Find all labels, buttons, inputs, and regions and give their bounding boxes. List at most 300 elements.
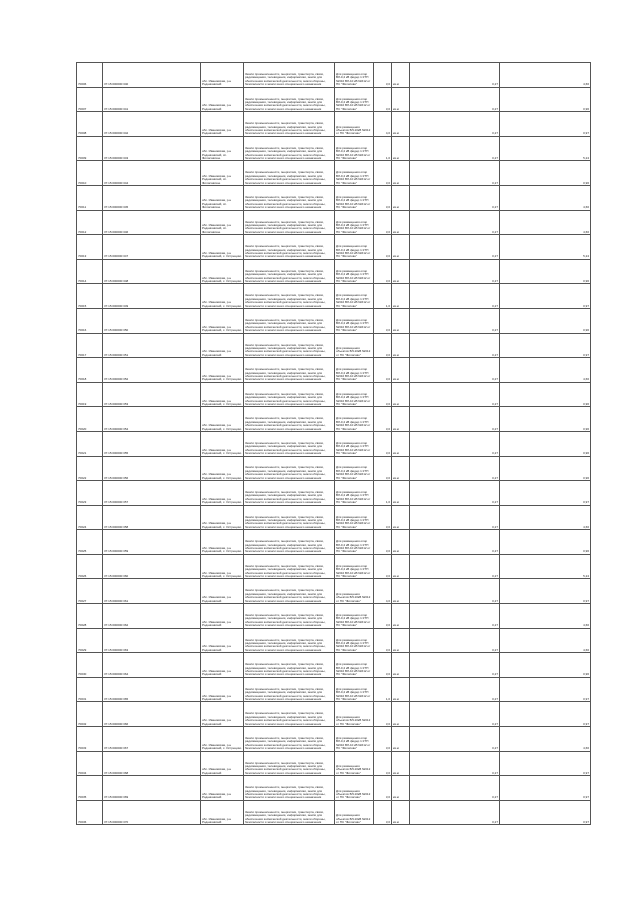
area-value: 3,0 <box>374 358 392 383</box>
table-row <box>77 284 591 309</box>
address: обл. Ивановская, р-н Родниковский, с. Острецово <box>201 358 244 383</box>
row-number: 70033 <box>77 727 103 752</box>
cost-value: 0,97 <box>500 284 591 309</box>
area-value: 3,0 <box>374 727 392 752</box>
area-value: 3,0 <box>374 235 392 260</box>
area-value: 3,0 <box>374 653 392 678</box>
land-category: Земли промышленности, энергетики, транспорта, связи, радиовещания, телевидения, информатики, земли для обеспечения космической деятельности, земли обороны, безопасности и земли иного специального назначения <box>244 505 335 530</box>
area-value: 3,0 <box>374 776 392 801</box>
cadastral-table <box>76 62 591 825</box>
cost-value: 4,66 <box>500 604 591 629</box>
cadastral-number: 37:15:000000:343 <box>103 136 201 161</box>
row-number: 70012 <box>77 210 103 235</box>
cadastral-number: 37:15:000000:360 <box>103 554 201 579</box>
address: обл. Ивановская, р-н Родниковский <box>201 579 244 604</box>
cost-value: 0,96 <box>500 87 591 112</box>
rate-value: 0,27 <box>410 505 500 530</box>
area-value: 3,0 <box>374 382 392 407</box>
row-number: 70024 <box>77 505 103 530</box>
usage-note: Для размещения опор ВЛ-0,4 кВ фидер 1 КТП №610 ВЛ-10 кВ №612 от ПС "Филисово" <box>335 431 374 456</box>
land-category: Земли промышленности, энергетики, транспорта, связи, радиовещания, телевидения, информатики, земли для обеспечения космической деятельности, земли обороны, безопасности и земли иного специального назначения <box>244 333 335 358</box>
rate-value: 0,27 <box>410 259 500 284</box>
cost-value: 0,96 <box>500 456 591 481</box>
table-row <box>77 407 591 432</box>
cost-value: 4,66 <box>500 505 591 530</box>
area-unit: кв.м <box>392 333 410 358</box>
row-number: 70016 <box>77 308 103 333</box>
table-row <box>77 382 591 407</box>
address: обл. Ивановская, р-н Родниковский, с. Острецово <box>201 382 244 407</box>
row-number: 70035 <box>77 776 103 801</box>
row-number: 70013 <box>77 235 103 260</box>
rate-value: 0,27 <box>410 333 500 358</box>
area-value: 1,0 <box>374 284 392 309</box>
rate-value: 0,27 <box>410 136 500 161</box>
table-row <box>77 136 591 161</box>
area-unit: кв.м <box>392 702 410 727</box>
cadastral-number: 37:15:000000:369 <box>103 776 201 801</box>
rate-value: 0,27 <box>410 554 500 579</box>
area-unit: кв.м <box>392 727 410 752</box>
land-category: Земли промышленности, энергетики, транспорта, связи, радиовещания, телевидения, информатики, земли для обеспечения космической деятельности, земли обороны, безопасности и земли иного специального назначения <box>244 259 335 284</box>
cost-value: 4,66 <box>500 210 591 235</box>
land-category: Земли промышленности, энергетики, транспорта, связи, радиовещания, телевидения, информатики, земли для обеспечения космической деятельности, земли обороны, безопасности и земли иного специального назначения <box>244 702 335 727</box>
cost-value: 4,66 <box>500 727 591 752</box>
cost-value: 0,97 <box>500 702 591 727</box>
area-value: 3,0 <box>374 456 392 481</box>
row-number: 70006 <box>77 63 103 88</box>
cost-value: 0,97 <box>500 333 591 358</box>
land-category: Земли промышленности, энергетики, транспорта, связи, радиовещания, телевидения, информатики, земли для обеспечения космической деятельности, земли обороны, безопасности и земли иного специального назначения <box>244 776 335 801</box>
land-category: Земли промышленности, энергетики, транспорта, связи, радиовещания, телевидения, информатики, земли для обеспечения космической деятельности, земли обороны, безопасности и земли иного специального назначения <box>244 136 335 161</box>
row-number: 70007 <box>77 87 103 112</box>
cadastral-number: 37:15:000000:352 <box>103 358 201 383</box>
table-row <box>77 185 591 210</box>
row-number: 70017 <box>77 333 103 358</box>
table-row <box>77 677 591 702</box>
area-value: 3,0 <box>374 800 392 825</box>
address: обл. Ивановская, р-н Родниковский <box>201 653 244 678</box>
land-category: Земли промышленности, энергетики, транспорта, связи, радиовещания, телевидения, информатики, земли для обеспечения космической деятельности, земли обороны, безопасности и земли иного специального назначения <box>244 235 335 260</box>
land-category: Земли промышленности, энергетики, транспорта, связи, радиовещания, телевидения, информатики, земли для обеспечения космической деятельности, земли обороны, безопасности и земли иного специального назначения <box>244 407 335 432</box>
area-value: 3,0 <box>374 308 392 333</box>
address: обл. Ивановская, р-н Родниковский, с. Острецово <box>201 727 244 752</box>
rate-value: 0,27 <box>410 653 500 678</box>
cadastral-number: 37:15:000000:350 <box>103 308 201 333</box>
cadastral-table-body <box>77 63 591 825</box>
table-row <box>77 653 591 678</box>
area-unit: кв.м <box>392 456 410 481</box>
table-row <box>77 530 591 555</box>
table-row <box>77 702 591 727</box>
area-unit: кв.м <box>392 751 410 776</box>
land-category: Земли промышленности, энергетики, транспорта, связи, радиовещания, телевидения, информатики, земли для обеспечения космической деятельности, земли обороны, безопасности и земли иного специального назначения <box>244 554 335 579</box>
area-value: 3,0 <box>374 628 392 653</box>
cost-value: 0,97 <box>500 579 591 604</box>
cost-value: 0,97 <box>500 112 591 137</box>
address: обл. Ивановская, р-н Родниковский <box>201 751 244 776</box>
area-unit: кв.м <box>392 235 410 260</box>
cost-value: 0,96 <box>500 382 591 407</box>
land-category: Земли промышленности, энергетики, транспорта, связи, радиовещания, телевидения, информатики, земли для обеспечения космической деятельности, земли обороны, безопасности и земли иного специального назначения <box>244 284 335 309</box>
cadastral-number: 37:15:000000:351 <box>103 333 201 358</box>
usage-note: Для размещения опор ВЛ-0,4 кВ фидер 1 КТП №610 ВЛ-10 кВ №612 от ПС "Филисово" <box>335 259 374 284</box>
area-value: 1,0 <box>374 136 392 161</box>
land-category: Земли промышленности, энергетики, транспорта, связи, радиовещания, телевидения, информатики, земли для обеспечения космической деятельности, земли обороны, безопасности и земли иного специального назначения <box>244 63 335 88</box>
address: обл. Ивановская, р-н Родниковский, сп. Филисовское <box>201 161 244 186</box>
cadastral-number: 37:15:000000:365 <box>103 677 201 702</box>
address: обл. Ивановская, р-н Родниковский, с. Острецово <box>201 456 244 481</box>
area-unit: кв.м <box>392 653 410 678</box>
cost-value: 4,66 <box>500 628 591 653</box>
land-category: Земли промышленности, энергетики, транспорта, связи, радиовещания, телевидения, информатики, земли для обеспечения космической деятельности, земли обороны, безопасности и земли иного специального назначения <box>244 800 335 825</box>
usage-note: Для размещения опор ВЛ-0,4 кВ фидер 1 КТП №610 ВЛ-10 кВ №612 от ПС "Филисово" <box>335 136 374 161</box>
row-number: 70027 <box>77 579 103 604</box>
usage-note: Для размещения опор ВЛ-0,4 кВ фидер 1 КТП №610 ВЛ-10 кВ №612 от ПС "Филисово" <box>335 358 374 383</box>
table-row <box>77 505 591 530</box>
rate-value: 0,27 <box>410 751 500 776</box>
table-row <box>77 235 591 260</box>
address: обл. Ивановская, р-н Родниковский <box>201 628 244 653</box>
cadastral-number: 37:15:000000:349 <box>103 284 201 309</box>
cadastral-number: 37:15:000000:341 <box>103 87 201 112</box>
rate-value: 0,27 <box>410 210 500 235</box>
address: обл. Ивановская, р-н Родниковский, с. Острецово <box>201 554 244 579</box>
address: обл. Ивановская, р-н Родниковский <box>201 63 244 88</box>
usage-note: Для размещения опор ВЛ-0,4 кВ фидер 1 КТП №610 ВЛ-10 кВ №612 от ПС "Филисово" <box>335 727 374 752</box>
row-number: 70028 <box>77 604 103 629</box>
rate-value: 0,27 <box>410 63 500 88</box>
rate-value: 0,27 <box>410 407 500 432</box>
row-number: 70023 <box>77 481 103 506</box>
area-value: 3,0 <box>374 554 392 579</box>
rate-value: 0,27 <box>410 308 500 333</box>
address: обл. Ивановская, р-н Родниковский <box>201 333 244 358</box>
address: обл. Ивановская, р-н Родниковский, с. Острецово <box>201 284 244 309</box>
usage-note: Для размещения опор ВЛ-0,4 кВ фидер 1 КТП №610 ВЛ-10 кВ №612 от ПС "Филисово" <box>335 481 374 506</box>
cost-value: 0,96 <box>500 653 591 678</box>
land-category: Земли промышленности, энергетики, транспорта, связи, радиовещания, телевидения, информатики, земли для обеспечения космической деятельности, земли обороны, безопасности и земли иного специального назначения <box>244 112 335 137</box>
area-value: 3,0 <box>374 751 392 776</box>
area-value: 1,0 <box>374 481 392 506</box>
rate-value: 0,27 <box>410 185 500 210</box>
usage-note: Для размещения опор ВЛ-0,4 кВ фидер 1 КТП №610 ВЛ-10 кВ №612 от ПС "Филисово" <box>335 505 374 530</box>
address: обл. Ивановская, р-н Родниковский, с. Острецово <box>201 407 244 432</box>
cost-value: 0,96 <box>500 431 591 456</box>
area-value: 3,0 <box>374 530 392 555</box>
usage-note: Для размещения объектов ВЛ-10кВ №612 от ПС "Филисово" <box>335 702 374 727</box>
table-row <box>77 161 591 186</box>
area-unit: кв.м <box>392 87 410 112</box>
land-category: Земли промышленности, энергетики, транспорта, связи, радиовещания, телевидения, информатики, земли для обеспечения космической деятельности, земли обороны, безопасности и земли иного специального назначения <box>244 579 335 604</box>
land-category: Земли промышленности, энергетики, транспорта, связи, радиовещания, телевидения, информатики, земли для обеспечения космической деятельности, земли обороны, безопасности и земли иного специального назначения <box>244 677 335 702</box>
cost-value: 0,97 <box>500 800 591 825</box>
area-unit: кв.м <box>392 800 410 825</box>
row-number: 70008 <box>77 112 103 137</box>
area-unit: кв.м <box>392 677 410 702</box>
cost-value: 0,97 <box>500 751 591 776</box>
land-category: Земли промышленности, энергетики, транспорта, связи, радиовещания, телевидения, информатики, земли для обеспечения космической деятельности, земли обороны, безопасности и земли иного специального назначения <box>244 431 335 456</box>
rate-value: 0,27 <box>410 456 500 481</box>
usage-note: Для размещения опор ВЛ-0,4 кВ фидер 1 КТП №610 ВЛ-10 кВ №612 от ПС "Филисово" <box>335 628 374 653</box>
cadastral-number: 37:15:000000:362 <box>103 604 201 629</box>
land-category: Земли промышленности, энергетики, транспорта, связи, радиовещания, телевидения, информатики, земли для обеспечения космической деятельности, земли обороны, безопасности и земли иного специального назначения <box>244 210 335 235</box>
cadastral-number: 37:15:000000:361 <box>103 579 201 604</box>
area-unit: кв.м <box>392 431 410 456</box>
table-row <box>77 579 591 604</box>
usage-note: Для размещения опор ВЛ-0,4 кВ фидер 1 КТП №610 ВЛ-10 кВ №612 от ПС "Филисово" <box>335 407 374 432</box>
cadastral-number: 37:15:000000:353 <box>103 382 201 407</box>
area-unit: кв.м <box>392 63 410 88</box>
row-number: 70030 <box>77 653 103 678</box>
cadastral-number: 37:15:000000:342 <box>103 112 201 137</box>
cadastral-number: 37:15:000000:345 <box>103 185 201 210</box>
area-unit: кв.м <box>392 776 410 801</box>
land-category: Земли промышленности, энергетики, транспорта, связи, радиовещания, телевидения, информатики, земли для обеспечения космической деятельности, земли обороны, безопасности и земли иного специального назначения <box>244 628 335 653</box>
usage-note: Для размещения опор ВЛ-0,4 кВ фидер 1 КТП №610 ВЛ-10 кВ №612 от ПС "Филисово" <box>335 456 374 481</box>
land-category: Земли промышленности, энергетики, транспорта, связи, радиовещания, телевидения, информатики, земли для обеспечения космической деятельности, земли обороны, безопасности и земли иного специального назначения <box>244 308 335 333</box>
table-row <box>77 604 591 629</box>
usage-note: Для размещения опор ВЛ-0,4 кВ фидер 1 КТП №610 ВЛ-10 кВ №612 от ПС "Филисово" <box>335 284 374 309</box>
usage-note: Для размещения опор ВЛ-0,4 кВ фидер 1 КТП №610 ВЛ-10 кВ №612 от ПС "Филисово" <box>335 677 374 702</box>
land-category: Земли промышленности, энергетики, транспорта, связи, радиовещания, телевидения, информатики, земли для обеспечения космической деятельности, земли обороны, безопасности и земли иного специального назначения <box>244 481 335 506</box>
address: обл. Ивановская, р-н Родниковский, сп. Филисовское <box>201 185 244 210</box>
area-unit: кв.м <box>392 407 410 432</box>
land-category: Земли промышленности, энергетики, транспорта, связи, радиовещания, телевидения, информатики, земли для обеспечения космической деятельности, земли обороны, безопасности и земли иного специального назначения <box>244 358 335 383</box>
table-row <box>77 554 591 579</box>
area-value: 3,0 <box>374 702 392 727</box>
row-number: 70032 <box>77 702 103 727</box>
usage-note: Для размещения опор ВЛ-0,4 кВ фидер 1 КТП №610 ВЛ-10 кВ №612 от ПС "Филисово" <box>335 653 374 678</box>
usage-note: Для размещения опор ВЛ-0,4 кВ фидер 1 КТП №610 ВЛ-10 кВ №612 от ПС "Филисово" <box>335 604 374 629</box>
cadastral-number: 37:15:000000:366 <box>103 702 201 727</box>
area-value: 1,0 <box>374 677 392 702</box>
table-row <box>77 333 591 358</box>
address: обл. Ивановская, р-н Родниковский, с. Острецово <box>201 259 244 284</box>
row-number: 70036 <box>77 800 103 825</box>
rate-value: 0,27 <box>410 161 500 186</box>
rate-value: 0,27 <box>410 358 500 383</box>
usage-note: Для размещения опор ВЛ-0,4 кВ фидер 1 КТП №610 ВЛ-10 кВ №612 от ПС "Филисово" <box>335 554 374 579</box>
usage-note: Для размещения объектов ВЛ-10кВ №612 от ПС "Филисово" <box>335 112 374 137</box>
land-category: Земли промышленности, энергетики, транспорта, связи, радиовещания, телевидения, информатики, земли для обеспечения космической деятельности, земли обороны, безопасности и земли иного специального назначения <box>244 382 335 407</box>
area-value: 3,0 <box>374 259 392 284</box>
rate-value: 0,27 <box>410 579 500 604</box>
usage-note: Для размещения опор ВЛ-0,4 кВ фидер 1 КТП №610 ВЛ-10 кВ №612 от ПС "Филисово" <box>335 235 374 260</box>
area-value: 3,0 <box>374 63 392 88</box>
row-number: 70022 <box>77 456 103 481</box>
row-number: 70029 <box>77 628 103 653</box>
area-unit: кв.м <box>392 505 410 530</box>
row-number: 70031 <box>77 677 103 702</box>
cost-value: 0,96 <box>500 407 591 432</box>
address: обл. Ивановская, р-н Родниковский, сп. Филисовское <box>201 210 244 235</box>
usage-note: Для размещения опор ВЛ-0,4 кВ фидер 1 КТП №610 ВЛ-10 кВ №612 от ПС "Филисово" <box>335 308 374 333</box>
area-value: 3,0 <box>374 333 392 358</box>
area-value: 3,0 <box>374 505 392 530</box>
land-category: Земли промышленности, энергетики, транспорта, связи, радиовещания, телевидения, информатики, земли для обеспечения космической деятельности, земли обороны, безопасности и земли иного специального назначения <box>244 751 335 776</box>
rate-value: 0,27 <box>410 530 500 555</box>
area-value: 3,0 <box>374 185 392 210</box>
area-unit: кв.м <box>392 161 410 186</box>
cost-value: 0,97 <box>500 481 591 506</box>
area-unit: кв.м <box>392 628 410 653</box>
area-value: 3,0 <box>374 161 392 186</box>
row-number: 70019 <box>77 382 103 407</box>
usage-note: Для размещения опор ВЛ-0,4 кВ фидер 1 КТП №610 ВЛ-10 кВ №612 от ПС "Филисово" <box>335 63 374 88</box>
area-unit: кв.м <box>392 136 410 161</box>
cost-value: 0,96 <box>500 308 591 333</box>
area-value: 3,0 <box>374 87 392 112</box>
row-number: 70015 <box>77 284 103 309</box>
usage-note: Для размещения объектов ВЛ-10кВ №612 от ПС "Филисово" <box>335 333 374 358</box>
table-row <box>77 456 591 481</box>
row-number: 70021 <box>77 431 103 456</box>
area-unit: кв.м <box>392 185 410 210</box>
cost-value: 0,96 <box>500 161 591 186</box>
rate-value: 0,27 <box>410 284 500 309</box>
cadastral-number: 37:15:000000:367 <box>103 727 201 752</box>
cost-value: 0,97 <box>500 677 591 702</box>
table-row <box>77 63 591 88</box>
rate-value: 0,27 <box>410 628 500 653</box>
cost-value: 4,66 <box>500 185 591 210</box>
land-category: Земли промышленности, энергетики, транспорта, связи, радиовещания, телевидения, информатики, земли для обеспечения космической деятельности, земли обороны, безопасности и земли иного специального назначения <box>244 727 335 752</box>
address: обл. Ивановская, р-н Родниковский, с. Острецово <box>201 431 244 456</box>
area-unit: кв.м <box>392 579 410 604</box>
area-unit: кв.м <box>392 481 410 506</box>
cost-value: 0,97 <box>500 776 591 801</box>
area-value: 3,0 <box>374 431 392 456</box>
cost-value: 5,24 <box>500 136 591 161</box>
address: обл. Ивановская, р-н Родниковский, сп. Филисовское <box>201 136 244 161</box>
cadastral-number: 37:15:000000:347 <box>103 235 201 260</box>
cost-value: 0,96 <box>500 259 591 284</box>
area-unit: кв.м <box>392 382 410 407</box>
rate-value: 0,27 <box>410 481 500 506</box>
usage-note: Для размещения объектов ВЛ-10кВ №612 от ПС "Филисово" <box>335 579 374 604</box>
area-unit: кв.м <box>392 112 410 137</box>
rate-value: 0,27 <box>410 727 500 752</box>
cadastral-number: 37:15:000000:363 <box>103 628 201 653</box>
cost-value: 0,96 <box>500 530 591 555</box>
land-category: Земли промышленности, энергетики, транспорта, связи, радиовещания, телевидения, информатики, земли для обеспечения космической деятельности, земли обороны, безопасности и земли иного специального назначения <box>244 161 335 186</box>
table-row <box>77 481 591 506</box>
table-row <box>77 308 591 333</box>
cadastral-number: 37:15:000000:346 <box>103 210 201 235</box>
row-number: 70010 <box>77 161 103 186</box>
area-value: 4,0 <box>374 579 392 604</box>
land-category: Земли промышленности, энергетики, транспорта, связи, радиовещания, телевидения, информатики, земли для обеспечения космической деятельности, земли обороны, безопасности и земли иного специального назначения <box>244 653 335 678</box>
address: обл. Ивановская, р-н Родниковский <box>201 87 244 112</box>
usage-note: Для размещения опор ВЛ-0,4 кВ фидер 1 КТП №610 ВЛ-10 кВ №612 от ПС "Филисово" <box>335 185 374 210</box>
table-row <box>77 751 591 776</box>
address: обл. Ивановская, р-н Родниковский, с. Острецово <box>201 530 244 555</box>
table-row <box>77 628 591 653</box>
row-number: 70009 <box>77 136 103 161</box>
rate-value: 0,27 <box>410 604 500 629</box>
table-row <box>77 431 591 456</box>
land-category: Земли промышленности, энергетики, транспорта, связи, радиовещания, телевидения, информатики, земли для обеспечения космической деятельности, земли обороны, безопасности и земли иного специального назначения <box>244 87 335 112</box>
area-unit: кв.м <box>392 259 410 284</box>
table-row <box>77 210 591 235</box>
cadastral-number: 37:15:000000:359 <box>103 530 201 555</box>
address: обл. Ивановская, р-н Родниковский, с. Острецово <box>201 308 244 333</box>
row-number: 70014 <box>77 259 103 284</box>
area-unit: кв.м <box>392 308 410 333</box>
address: обл. Ивановская, р-н Родниковский <box>201 677 244 702</box>
rate-value: 0,27 <box>410 702 500 727</box>
cadastral-number: 37:15:000000:355 <box>103 431 201 456</box>
area-value: 4,0 <box>374 112 392 137</box>
rate-value: 0,27 <box>410 235 500 260</box>
area-unit: кв.м <box>392 554 410 579</box>
usage-note: Для размещения объектов ВЛ-10кВ №612 от ПС "Филисово" <box>335 776 374 801</box>
usage-note: Для размещения опор ВЛ-0,4 кВ фидер 1 КТП №610 ВЛ-10 кВ №612 от ПС "Филисово" <box>335 382 374 407</box>
address: обл. Ивановская, р-н Родниковский <box>201 702 244 727</box>
area-unit: кв.м <box>392 210 410 235</box>
usage-note: Для размещения опор ВЛ-0,4 кВ фидер 1 КТП №610 ВЛ-10 кВ №612 от ПС "Филисово" <box>335 530 374 555</box>
land-category: Земли промышленности, энергетики, транспорта, связи, радиовещания, телевидения, информатики, земли для обеспечения космической деятельности, земли обороны, безопасности и земли иного специального назначения <box>244 604 335 629</box>
rate-value: 0,27 <box>410 382 500 407</box>
table-row <box>77 259 591 284</box>
address: обл. Ивановская, р-н Родниковский <box>201 604 244 629</box>
cadastral-number: 37:15:000000:344 <box>103 161 201 186</box>
table-row <box>77 358 591 383</box>
row-number: 70018 <box>77 358 103 383</box>
table-row <box>77 112 591 137</box>
area-unit: кв.м <box>392 358 410 383</box>
land-category: Земли промышленности, энергетики, транспорта, связи, радиовещания, телевидения, информатики, земли для обеспечения космической деятельности, земли обороны, безопасности и земли иного специального назначения <box>244 530 335 555</box>
rate-value: 0,27 <box>410 800 500 825</box>
row-number: 70020 <box>77 407 103 432</box>
area-unit: кв.м <box>392 604 410 629</box>
area-value: 3,0 <box>374 407 392 432</box>
table-row <box>77 87 591 112</box>
row-number: 70025 <box>77 530 103 555</box>
cadastral-number: 37:15:000000:368 <box>103 751 201 776</box>
usage-note: Для размещения объектов ВЛ-10кВ №612 от ПС "Филисово" <box>335 751 374 776</box>
rate-value: 0,27 <box>410 431 500 456</box>
usage-note: Для размещения опор ВЛ-0,4 кВ фидер 1 КТП №610 ВЛ-10 кВ №612 от ПС "Филисово" <box>335 210 374 235</box>
rate-value: 0,27 <box>410 87 500 112</box>
row-number: 70034 <box>77 751 103 776</box>
cost-value: 5,24 <box>500 235 591 260</box>
address: обл. Ивановская, р-н Родниковский <box>201 776 244 801</box>
land-category: Земли промышленности, энергетики, транспорта, связи, радиовещания, телевидения, информатики, земли для обеспечения космической деятельности, земли обороны, безопасности и земли иного специального назначения <box>244 456 335 481</box>
area-unit: кв.м <box>392 530 410 555</box>
cadastral-number: 37:15:000000:357 <box>103 481 201 506</box>
row-number: 70011 <box>77 185 103 210</box>
usage-note: Для размещения опор ВЛ-0,4 кВ фидер 1 КТП №610 ВЛ-10 кВ №612 от ПС "Филисово" <box>335 87 374 112</box>
cadastral-number: 37:15:000000:354 <box>103 407 201 432</box>
address: обл. Ивановская, р-н Родниковский, с. Острецово <box>201 235 244 260</box>
cadastral-number: 37:15:000000:370 <box>103 800 201 825</box>
cost-value: 5,24 <box>500 554 591 579</box>
usage-note: Для размещения объектов ВЛ-10кВ №612 от ПС "Филисово" <box>335 800 374 825</box>
cadastral-number: 37:15:000000:364 <box>103 653 201 678</box>
cadastral-number: 37:15:000000:358 <box>103 505 201 530</box>
cadastral-number: 37:15:000000:356 <box>103 456 201 481</box>
usage-note: Для размещения опор ВЛ-0,4 кВ фидер 1 КТП №610 ВЛ-10 кВ №612 от ПС "Филисово" <box>335 161 374 186</box>
cadastral-number: 37:15:000000:340 <box>103 63 201 88</box>
address: обл. Ивановская, р-н Родниковский <box>201 800 244 825</box>
address: обл. Ивановская, р-н Родниковский, с. Острецово <box>201 505 244 530</box>
table-row <box>77 727 591 752</box>
table-row <box>77 800 591 825</box>
row-number: 70026 <box>77 554 103 579</box>
land-category: Земли промышленности, энергетики, транспорта, связи, радиовещания, телевидения, информатики, земли для обеспечения космической деятельности, земли обороны, безопасности и земли иного специального назначения <box>244 185 335 210</box>
